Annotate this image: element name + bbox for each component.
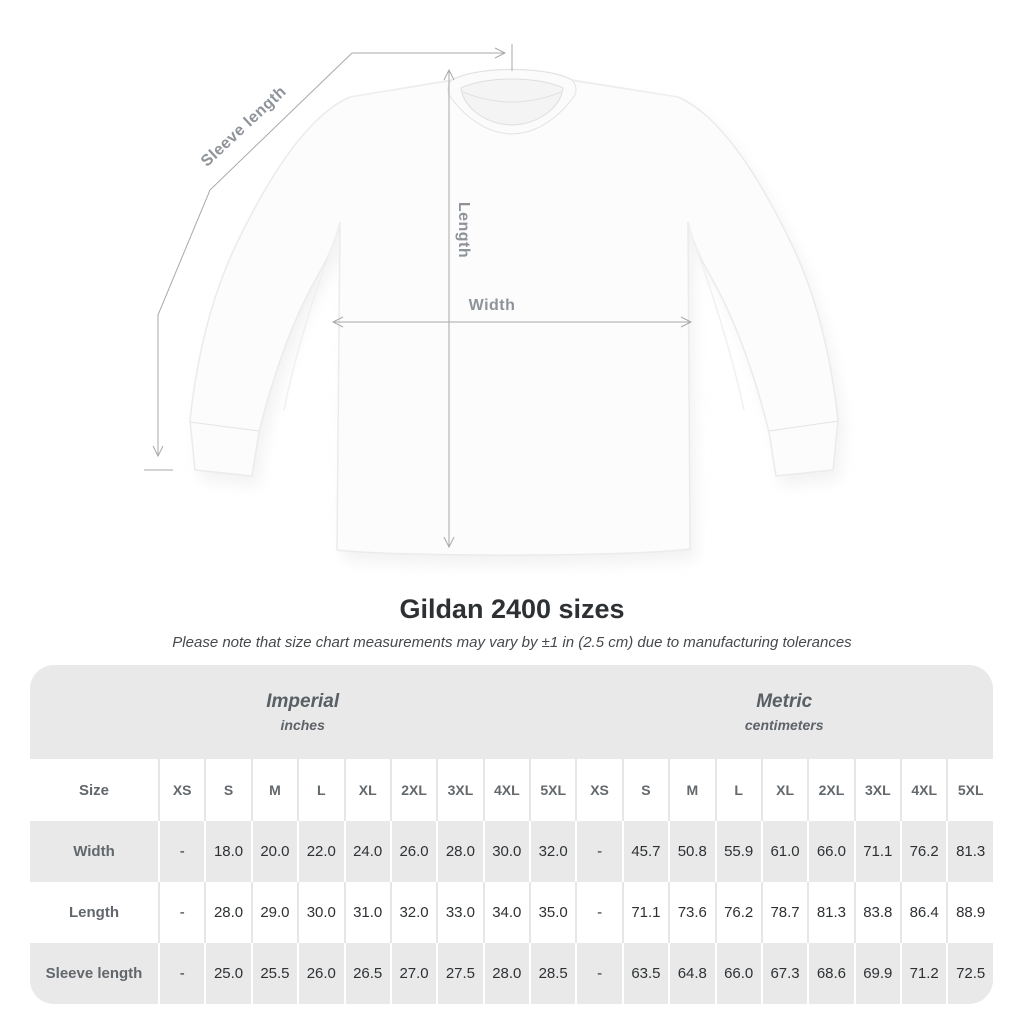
value-cell: 55.9 <box>715 821 761 882</box>
size-column-header: 4XL <box>483 759 529 821</box>
value-cell: 35.0 <box>529 882 575 943</box>
value-cell: 28.0 <box>483 943 529 1004</box>
value-cell: - <box>575 943 621 1004</box>
imperial-group-unit: inches <box>280 717 325 733</box>
value-cell: 76.2 <box>900 821 946 882</box>
value-cell: - <box>158 821 204 882</box>
value-cell: 83.8 <box>854 882 900 943</box>
value-cell: 28.0 <box>204 882 250 943</box>
size-column-header: L <box>715 759 761 821</box>
value-cell: 27.0 <box>390 943 436 1004</box>
unit-group-header-row <box>30 665 993 759</box>
value-cell: 81.3 <box>807 882 853 943</box>
imperial-group-header <box>30 665 575 759</box>
size-column-header: XL <box>761 759 807 821</box>
value-cell: 66.0 <box>807 821 853 882</box>
value-cell: 66.0 <box>715 943 761 1004</box>
value-cell: 30.0 <box>483 821 529 882</box>
size-column-header: XL <box>344 759 390 821</box>
value-cell: 20.0 <box>251 821 297 882</box>
value-cell: 32.0 <box>390 882 436 943</box>
value-cell: 33.0 <box>436 882 482 943</box>
value-cell: 71.1 <box>622 882 668 943</box>
row-label: Size <box>78 781 109 799</box>
value-cell: 67.3 <box>761 943 807 1004</box>
metric-group-header <box>575 665 993 759</box>
value-cell: 26.0 <box>297 943 343 1004</box>
value-cell: 50.8 <box>668 821 714 882</box>
value-cell: 68.6 <box>807 943 853 1004</box>
imperial-group-title: Imperial <box>266 691 340 712</box>
value-cell: 18.0 <box>204 821 250 882</box>
size-header-row <box>30 759 993 821</box>
value-cell: 32.0 <box>529 821 575 882</box>
value-cell: 30.0 <box>297 882 343 943</box>
value-cell: - <box>158 943 204 1004</box>
size-column-header: L <box>297 759 343 821</box>
value-cell: 61.0 <box>761 821 807 882</box>
value-cell: 28.0 <box>436 821 482 882</box>
value-cell: 86.4 <box>900 882 946 943</box>
value-cell: - <box>158 882 204 943</box>
metric-group-unit: centimeters <box>744 717 824 733</box>
value-cell: 88.9 <box>946 882 993 943</box>
size-column-header: S <box>204 759 250 821</box>
width-label: Width <box>468 297 516 314</box>
value-cell: 72.5 <box>946 943 993 1004</box>
measurement-row <box>30 882 993 943</box>
row-label: Width <box>73 843 115 860</box>
size-column-header: M <box>251 759 297 821</box>
measurement-row <box>30 943 993 1004</box>
size-column-header: XS <box>575 759 621 821</box>
size-column-header: XS <box>158 759 204 821</box>
value-cell: 25.0 <box>204 943 250 1004</box>
size-column-header: 5XL <box>529 759 575 821</box>
value-cell: 34.0 <box>483 882 529 943</box>
measurement-row <box>30 821 993 882</box>
value-cell: 81.3 <box>946 821 993 882</box>
value-cell: 78.7 <box>761 882 807 943</box>
tolerance-note: Please note that size chart measurements may vary by ±1 in (2.5 cm) due to manufacturing tolerances <box>172 634 852 651</box>
row-label: Sleeve length <box>45 965 143 982</box>
value-cell: 26.0 <box>390 821 436 882</box>
value-cell: 71.1 <box>854 821 900 882</box>
value-cell: 31.0 <box>344 882 390 943</box>
sleeve-length-label: Sleeve length <box>198 83 290 171</box>
size-table-container <box>30 665 993 1004</box>
value-cell: 24.0 <box>344 821 390 882</box>
value-cell: 28.5 <box>529 943 575 1004</box>
size-column-header: 3XL <box>436 759 482 821</box>
value-cell: 27.5 <box>436 943 482 1004</box>
page-title: Gildan 2400 sizes <box>399 594 625 624</box>
size-column-header: 5XL <box>946 759 993 821</box>
value-cell: 69.9 <box>854 943 900 1004</box>
value-cell: 22.0 <box>297 821 343 882</box>
value-cell: 73.6 <box>668 882 714 943</box>
value-cell: - <box>575 821 621 882</box>
value-cell: - <box>575 882 621 943</box>
length-label: Length <box>455 201 472 259</box>
value-cell: 76.2 <box>715 882 761 943</box>
size-table <box>30 665 993 1004</box>
value-cell: 25.5 <box>251 943 297 1004</box>
size-column-header: 2XL <box>807 759 853 821</box>
size-column-header: S <box>622 759 668 821</box>
value-cell: 71.2 <box>900 943 946 1004</box>
size-table-body <box>30 665 993 1004</box>
row-label: Length <box>69 904 119 921</box>
value-cell: 64.8 <box>668 943 714 1004</box>
value-cell: 26.5 <box>344 943 390 1004</box>
size-column-header: 3XL <box>854 759 900 821</box>
size-column-header: 4XL <box>900 759 946 821</box>
value-cell: 29.0 <box>251 882 297 943</box>
size-column-header: 2XL <box>390 759 436 821</box>
size-column-header: M <box>668 759 714 821</box>
metric-group-title: Metric <box>756 691 813 712</box>
value-cell: 45.7 <box>622 821 668 882</box>
value-cell: 63.5 <box>622 943 668 1004</box>
